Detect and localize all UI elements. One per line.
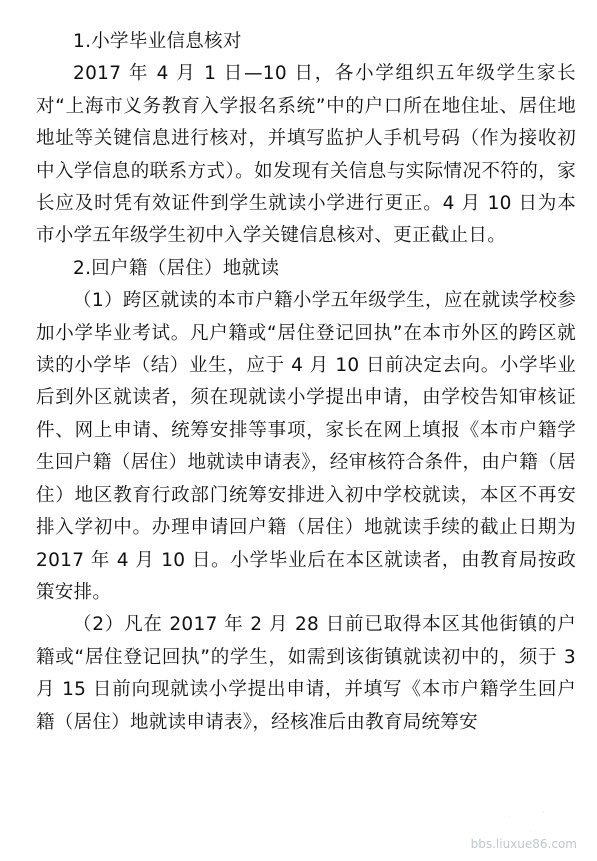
- section-heading-1: 1.小学毕业信息核对: [73, 31, 242, 52]
- paragraph-3: （2）凡在 2017 年 2 月 28 日前已取得本区其他街镇的户籍或“居住登记回执”的学生，如需到该街镇就读初中的，须于 3 月 15 日前向现就读小学提出申请，并填写《本市户籍学生回户籍（居住）地就读申请表》，经核准后由教育局统筹安: [36, 614, 576, 733]
- paragraph-1: 2017 年 4 月 1 日—10 日，各小学组织五年级学生家长对“上海市义务教育入学报名系统”中的户口所在地住址、居住地地址等关键信息进行核对，并填写监护人手机号码（作为接收初中入学信息的联系方式）。如发现有关信息与实际情况不符的，家长应及时凭有效证件到学生就读小学进行更正。4 月 10 日为本市小学五年级学生初中入学关键信息核对、更正截止日。: [36, 63, 576, 247]
- site-watermark: [419, 795, 579, 851]
- watermark-url: bbs.liuxue86.com: [470, 837, 577, 851]
- watermark-logo: 留学网: [486, 803, 579, 838]
- paragraph-2: （1）跨区就读的本市户籍小学五年级学生，应在就读学校参加小学毕业考试。凡户籍或“居住登记回执”在本市外区的跨区就读的小学毕（结）业生，应于 4 月 10 日前决定去向。小学毕业后到外区就读者，须在现就读小学提出申请，由学校告知审核证件、网上申请、统筹安排等事项，家长在网上填报《本市户籍学生回户籍（居住）地就读申请表》，经审核符合条件，由户籍（居住）地区教育行政部门统筹安排进入初中学校就读，本区不再安排入学初中。办理申请回户籍（居住）地就读手续的截止日期为 2017 年 4 月 10 日。小学毕业后在本区就读者，由教育局按政策安排。: [36, 290, 576, 603]
- section-heading-2: 2.回户籍（居住）地就读: [73, 257, 280, 279]
- document-body: [36, 26, 576, 739]
